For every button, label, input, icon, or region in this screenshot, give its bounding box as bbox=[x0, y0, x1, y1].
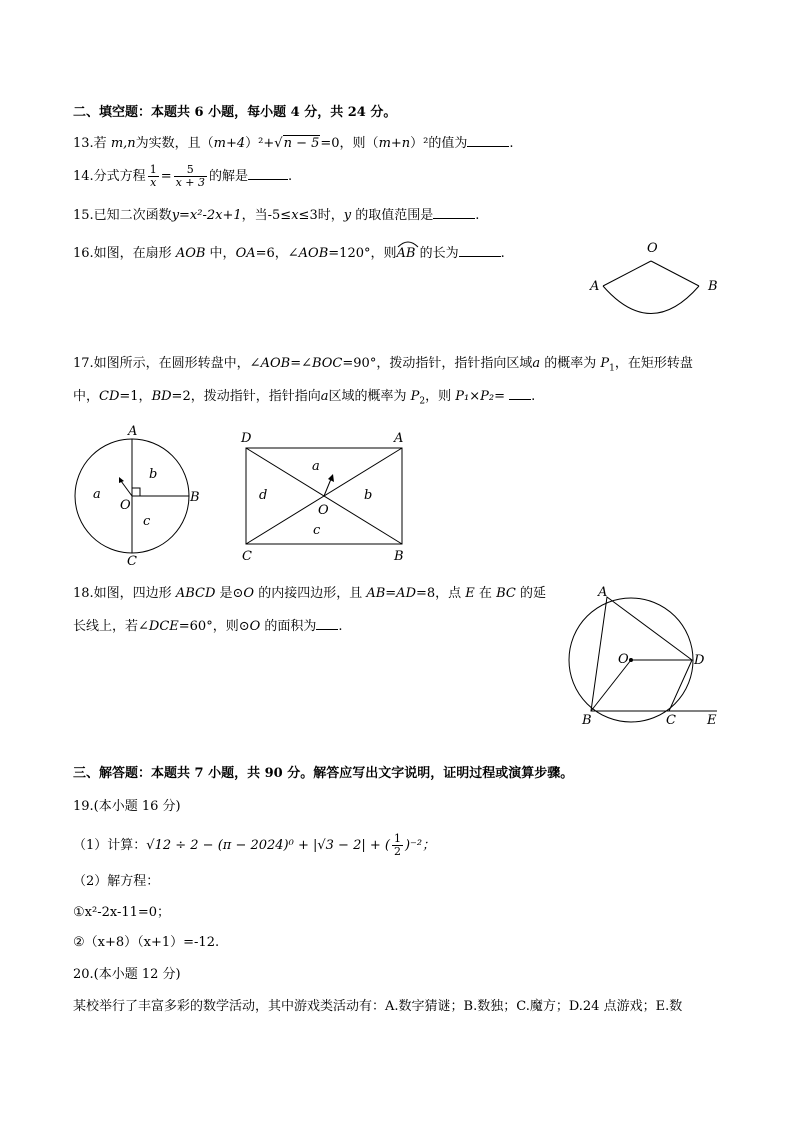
quadrilateral-abcd bbox=[591, 597, 692, 711]
question-20-text: 某校举行了丰富多彩的数学活动，其中游戏类活动有：A.数字猜谜；B.数独；C.魔方；D.24 点游戏；E.数 bbox=[73, 999, 683, 1014]
q13-end: . bbox=[509, 136, 514, 151]
q13-text: 为实数，且（ bbox=[135, 136, 214, 151]
q18-end: . bbox=[338, 619, 343, 634]
q15-suffix: 的取值范围是 bbox=[351, 208, 434, 223]
q18-text: 是⊙ bbox=[215, 586, 244, 601]
q18-text: 长线上，若∠ bbox=[73, 619, 149, 634]
q13-sqrt-expr: n − 5 bbox=[283, 136, 320, 151]
q18-var: BC bbox=[496, 586, 516, 601]
label-a: A bbox=[598, 585, 608, 600]
q17-text: =90°，拨动指针，指针指向区域 bbox=[342, 356, 533, 371]
region-c: c bbox=[313, 523, 321, 538]
q16-var: AOB bbox=[175, 246, 206, 261]
question-18-line1 bbox=[73, 585, 546, 603]
q16-var: AOB bbox=[298, 246, 329, 261]
question-15 bbox=[73, 206, 479, 225]
label-o: O bbox=[318, 503, 329, 518]
q17-p2-sub: 2 bbox=[419, 396, 426, 407]
label-c: C bbox=[242, 549, 252, 564]
label-b: B bbox=[582, 713, 592, 728]
question-19-eq2: ②（x+8）（x+1）=-12. bbox=[73, 935, 220, 950]
q19-expression: √12 ÷ 2 − (π − 2024)⁰ + |√3 − 2| + ( bbox=[146, 838, 390, 853]
q17-product: P₁×P₂ bbox=[455, 389, 495, 404]
section-heading-solutions: 三、解答题：本题共 7 小题，共 90 分。解答应写出文字说明，证明过程或演算步骤。 bbox=[73, 766, 574, 781]
q17-text: ，在矩形转盘 bbox=[614, 356, 693, 371]
question-17-line2 bbox=[73, 387, 535, 411]
region-a: a bbox=[312, 459, 320, 474]
fraction-numerator: 1 bbox=[393, 832, 401, 845]
q17-text: 区域的概率为 bbox=[328, 389, 411, 404]
q17-text: 17.如图所示，在圆形转盘中，∠ bbox=[73, 356, 261, 371]
q16-text: =120°，则 bbox=[328, 246, 397, 261]
label-b: B bbox=[190, 490, 200, 505]
q17-text: 的概率为 bbox=[540, 356, 601, 371]
label-c: C bbox=[127, 554, 137, 569]
question-17-line1 bbox=[73, 355, 693, 378]
region-b: b bbox=[149, 467, 158, 482]
cyclic-quadrilateral-figure bbox=[565, 583, 735, 743]
pointer-arrow bbox=[121, 481, 132, 496]
label-b: B bbox=[708, 279, 718, 294]
answer-blank bbox=[248, 167, 288, 180]
answer-blank bbox=[509, 387, 531, 400]
radius-oa bbox=[603, 261, 651, 286]
label-e: E bbox=[707, 713, 717, 728]
q17-text: ，则 bbox=[425, 389, 456, 404]
q15-prefix: 15.已知二次函数 bbox=[73, 208, 172, 223]
arrow-head-icon bbox=[328, 474, 334, 482]
q17-text: = bbox=[494, 389, 510, 404]
q18-var: DCE bbox=[148, 619, 179, 634]
region-c: c bbox=[143, 514, 151, 529]
label-a: A bbox=[128, 424, 138, 439]
q18-text: 的面积为 bbox=[260, 619, 317, 634]
q18-text: 在 bbox=[474, 586, 497, 601]
q15-function: y=x²-2x+1 bbox=[171, 208, 242, 223]
q17-end: . bbox=[531, 389, 536, 404]
q14-suffix: 的解是 bbox=[209, 169, 249, 184]
question-19-eq1: ①x²-2x-11=0； bbox=[73, 905, 171, 920]
q18-var: AB=AD bbox=[366, 586, 416, 601]
q18-text: =8，点 bbox=[416, 586, 466, 601]
q16-end: . bbox=[500, 246, 505, 261]
label-o: O bbox=[618, 652, 629, 667]
q17-p2: P bbox=[410, 389, 420, 404]
radius-ob bbox=[651, 261, 699, 286]
q19-expression: )⁻²； bbox=[404, 838, 436, 853]
q19-part1-label: （1）计算： bbox=[73, 838, 147, 853]
q16-text: =6，∠ bbox=[255, 246, 299, 261]
q15-var: x bbox=[291, 208, 299, 223]
sqrt-symbol: √ bbox=[274, 136, 283, 151]
q17-var: CD bbox=[99, 389, 120, 404]
rectangular-spinner-figure bbox=[238, 426, 418, 566]
q13-prefix: 13.若 bbox=[73, 136, 111, 151]
label-a: A bbox=[590, 279, 600, 294]
label-d: D bbox=[694, 653, 705, 668]
q17-var: a bbox=[320, 389, 329, 404]
q17-text: =2，拨动指针，指针指向 bbox=[171, 389, 321, 404]
q17-var: BOC bbox=[311, 356, 343, 371]
q17-text: 中， bbox=[73, 389, 100, 404]
fraction-numerator: 5 bbox=[174, 164, 207, 177]
q18-text: 的延 bbox=[515, 586, 546, 601]
question-13 bbox=[73, 134, 514, 153]
q14-end: . bbox=[288, 169, 293, 184]
label-d: D bbox=[241, 431, 252, 446]
q17-var: BD bbox=[151, 389, 172, 404]
question-19-part2: （2）解方程： bbox=[73, 874, 160, 889]
q16-text: 中， bbox=[205, 246, 236, 261]
q18-text: =60°，则⊙ bbox=[178, 619, 250, 634]
question-16 bbox=[73, 244, 505, 263]
arc-notation bbox=[397, 245, 416, 263]
label-c: C bbox=[666, 713, 676, 728]
arc-symbol bbox=[397, 240, 419, 248]
q13-text: =0，则（ bbox=[320, 136, 379, 151]
q18-var: E bbox=[465, 586, 475, 601]
section-heading-fill-in: 二、填空题：本题共 6 小题，每小题 4 分，共 24 分。 bbox=[73, 105, 397, 120]
question-19-part1 bbox=[73, 833, 435, 858]
q16-var: OA bbox=[235, 246, 256, 261]
label-a: A bbox=[394, 431, 404, 446]
q16-prefix: 16.如图，在扇形 bbox=[73, 246, 176, 261]
answer-blank bbox=[459, 244, 501, 257]
q18-text: 18.如图，四边形 bbox=[73, 586, 176, 601]
q15-end: . bbox=[475, 208, 480, 223]
fraction bbox=[174, 164, 207, 189]
answer-blank bbox=[467, 134, 509, 147]
question-14 bbox=[73, 164, 292, 189]
q18-var: O bbox=[243, 586, 255, 601]
label-b: B bbox=[394, 549, 404, 564]
fraction-denominator: x bbox=[150, 176, 157, 189]
fraction-denominator: 2 bbox=[393, 845, 401, 858]
question-18-line2 bbox=[73, 617, 343, 636]
region-b: b bbox=[364, 488, 373, 503]
answer-blank bbox=[433, 206, 475, 219]
q15-text: ，当-5≤ bbox=[241, 208, 292, 223]
q14-prefix: 14.分式方程 bbox=[73, 169, 146, 184]
right-angle-mark bbox=[132, 488, 140, 496]
region-d: d bbox=[259, 488, 268, 503]
question-19-title: 19.(本小题 16 分) bbox=[73, 799, 181, 814]
q17-var: AOB bbox=[260, 356, 291, 371]
answer-blank bbox=[316, 617, 338, 630]
q13-expr: m+4 bbox=[213, 136, 246, 151]
fraction-denominator: x + 3 bbox=[175, 176, 206, 189]
arc-ab bbox=[603, 286, 699, 314]
q15-var: y bbox=[343, 208, 352, 223]
equals: = bbox=[160, 169, 172, 184]
q17-text: =1， bbox=[119, 389, 152, 404]
q16-text: 的长为 bbox=[415, 246, 459, 261]
fraction bbox=[148, 164, 159, 189]
q18-var: O bbox=[249, 619, 261, 634]
q18-var: ABCD bbox=[175, 586, 216, 601]
q13-text: ）²的值为 bbox=[410, 136, 468, 151]
q15-text: ≤3时， bbox=[298, 208, 344, 223]
q17-p1: P bbox=[600, 356, 610, 371]
center-dot bbox=[629, 658, 633, 662]
q13-text: ）²+ bbox=[245, 136, 275, 151]
q17-text: =∠ bbox=[290, 356, 312, 371]
arc-label: AB bbox=[396, 246, 416, 261]
region-a: a bbox=[93, 487, 101, 502]
sector-figure bbox=[585, 236, 725, 326]
q13-expr: m+n bbox=[378, 136, 411, 151]
q17-var: a bbox=[532, 356, 541, 371]
question-20-title: 20.(本小题 12 分) bbox=[73, 967, 181, 982]
fraction-numerator: 1 bbox=[149, 163, 157, 176]
q13-var-mn: m,n bbox=[110, 136, 136, 151]
q18-text: 的内接四边形，且 bbox=[254, 586, 367, 601]
circular-spinner-figure bbox=[65, 420, 215, 570]
q17-p1-sub: 1 bbox=[609, 363, 615, 374]
label-o: O bbox=[120, 498, 131, 513]
fraction-half bbox=[392, 833, 403, 858]
label-o: O bbox=[647, 241, 658, 256]
